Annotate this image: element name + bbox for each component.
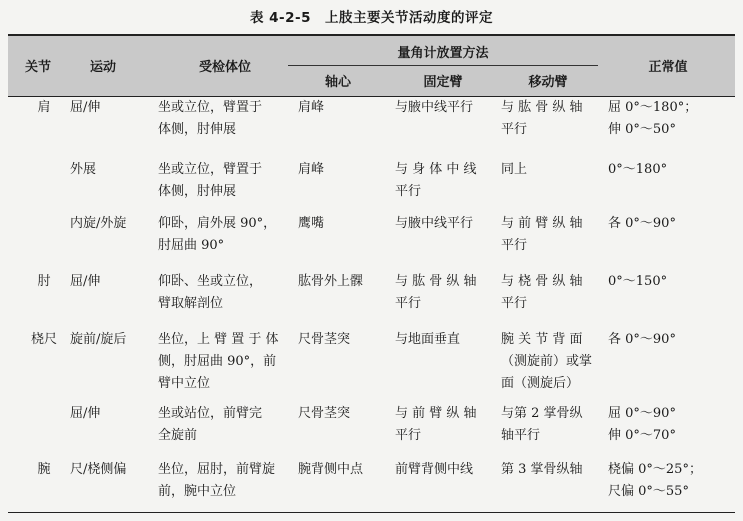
cell-line: 各 0°～90° (608, 332, 676, 347)
cell-line: 同上 (501, 162, 528, 177)
cell-line: 坐位，上 臂 置 于 体 (158, 332, 279, 347)
cell-line: 与第 2 掌骨纵 (501, 406, 583, 421)
cell-line: 尺偏 0°～55° (608, 484, 689, 499)
cell-moving-arm (501, 459, 605, 481)
cell-line: 0°～150° (608, 274, 668, 289)
cell-line: 体侧，肘伸展 (158, 184, 237, 199)
cell-motion (70, 213, 158, 235)
cell-normal (608, 459, 734, 503)
cell-position (158, 459, 298, 503)
header-fixed-arm: 固定臂 (423, 75, 463, 90)
cell-line: 前，腕中立位 (158, 484, 237, 499)
cell-line: 平行 (395, 296, 422, 311)
cell-line: 屈/伸 (70, 100, 101, 115)
cell-position (158, 159, 298, 203)
header-axis: 轴心 (324, 75, 351, 90)
cell-line: 坐或立位，臂置于 (158, 100, 263, 115)
cell-fixed-arm (395, 459, 503, 481)
cell-line: 旋前/旋后 (70, 332, 127, 347)
cell-moving-arm (501, 329, 605, 395)
header-divider (288, 65, 598, 66)
cell-line: 臂取解剖位 (158, 296, 224, 311)
cell-line: 平行 (501, 122, 528, 137)
cell-fixed-arm (395, 213, 503, 235)
cell-normal (608, 159, 734, 181)
cell-line: 与 肱 骨 纵 轴 (395, 274, 477, 289)
cell-line: 伸 0°～50° (608, 122, 676, 137)
cell-motion (70, 271, 158, 293)
table-header (8, 34, 735, 97)
cell-line: 坐位，屈肘，前臂旋 (158, 462, 276, 477)
header-joint: 关节 (24, 60, 51, 75)
cell-line: 仰卧、坐或立位， (158, 274, 263, 289)
cell-line: 平行 (501, 296, 528, 311)
cell-position (158, 403, 298, 447)
cell-line: 与 身 体 中 线 (395, 162, 477, 177)
cell-axis (298, 159, 390, 181)
cell-normal (608, 97, 734, 141)
cell-normal (608, 329, 734, 351)
cell-line: 桡偏 0°～25°； (608, 462, 702, 477)
cell-motion (70, 403, 158, 425)
cell-line: 与腋中线平行 (395, 216, 474, 231)
cell-line: 与腋中线平行 (395, 100, 474, 115)
cell-line: 坐或立位，臂置于 (158, 162, 263, 177)
cell-moving-arm (501, 159, 605, 181)
cell-joint (22, 97, 66, 119)
cell-line: 肱骨外上髁 (298, 274, 364, 289)
cell-line: 腕背侧中点 (298, 462, 364, 477)
cell-line: 与 桡 骨 纵 轴 (501, 274, 583, 289)
cell-line: 前臂背侧中线 (395, 462, 474, 477)
cell-position (158, 329, 298, 395)
cell-joint (22, 459, 66, 481)
cell-line: 臂中立位 (158, 376, 211, 391)
cell-line: 屈/伸 (70, 406, 101, 421)
cell-fixed-arm (395, 329, 503, 351)
cell-line: 平行 (501, 238, 528, 253)
cell-line: 体侧，肘伸展 (158, 122, 237, 137)
cell-line: 鹰嘴 (298, 216, 325, 231)
cell-line: 轴平行 (501, 428, 541, 443)
cell-axis (298, 97, 390, 119)
cell-line: 侧，肘屈曲 90°，前 (158, 354, 277, 369)
cell-line: 与 肱 骨 纵 轴 (501, 100, 583, 115)
cell-position (158, 97, 298, 141)
cell-fixed-arm (395, 97, 503, 119)
cell-fixed-arm (395, 403, 503, 447)
cell-axis (298, 213, 390, 235)
table-title: 表 4-2-5 上肢主要关节活动度的评定 (249, 10, 494, 26)
header-motion: 运动 (89, 60, 116, 75)
cell-line: 屈 0°～180°； (608, 100, 698, 115)
cell-line: 肩峰 (298, 162, 325, 177)
cell-line: 第 3 掌骨纵轴 (501, 462, 583, 477)
header-goniometer: 量角计放置方法 (397, 46, 489, 61)
cell-moving-arm (501, 403, 605, 447)
cell-motion (70, 459, 158, 481)
cell-axis (298, 329, 390, 351)
cell-line: 桡尺 (30, 332, 57, 347)
cell-line: （测旋前）或掌 (501, 354, 593, 369)
cell-moving-arm (501, 213, 605, 257)
cell-line: 肩峰 (298, 100, 325, 115)
cell-line: 与 前 臂 纵 轴 (395, 406, 477, 421)
cell-normal (608, 271, 734, 293)
cell-fixed-arm (395, 159, 503, 203)
cell-line: 尺/桡侧偏 (70, 462, 127, 477)
cell-line: 坐或站位，前臂完 (158, 406, 263, 421)
cell-line: 屈 0°～90° (608, 406, 676, 421)
cell-line: 外展 (70, 162, 97, 177)
cell-line: 平行 (395, 184, 422, 199)
cell-normal (608, 213, 734, 235)
cell-normal (608, 403, 734, 447)
cell-axis (298, 459, 390, 481)
cell-motion (70, 97, 158, 119)
cell-line: 面（测旋后） (501, 376, 580, 391)
cell-axis (298, 403, 390, 425)
cell-joint (22, 329, 66, 351)
cell-motion (70, 329, 158, 351)
cell-line: 仰卧，肩外展 90°， (158, 216, 277, 231)
header-position: 受检体位 (198, 60, 251, 75)
header-moving-arm: 移动臂 (528, 75, 568, 90)
cell-joint (22, 271, 66, 293)
cell-line: 与地面垂直 (395, 332, 461, 347)
cell-line: 伸 0°～70° (608, 428, 676, 443)
cell-moving-arm (501, 97, 605, 141)
table-bottom-rule (8, 512, 735, 513)
cell-line: 腕 (37, 462, 51, 477)
cell-line: 肩 (37, 100, 51, 115)
cell-line: 全旋前 (158, 428, 198, 443)
cell-position (158, 271, 298, 315)
cell-line: 肘屈曲 90° (158, 238, 225, 253)
cell-line: 内旋/外旋 (70, 216, 127, 231)
cell-line: 腕 关 节 背 面 (501, 332, 583, 347)
cell-axis (298, 271, 390, 293)
cell-line: 屈/伸 (70, 274, 101, 289)
cell-line: 尺骨茎突 (298, 332, 351, 347)
cell-line: 与 前 臂 纵 轴 (501, 216, 583, 231)
header-normal: 正常值 (648, 60, 688, 75)
cell-line: 平行 (395, 428, 422, 443)
cell-line: 肘 (37, 274, 51, 289)
cell-fixed-arm (395, 271, 503, 315)
cell-position (158, 213, 298, 257)
cell-line: 尺骨茎突 (298, 406, 351, 421)
cell-moving-arm (501, 271, 605, 315)
cell-motion (70, 159, 158, 181)
cell-line: 0°～180° (608, 162, 668, 177)
cell-line: 各 0°～90° (608, 216, 676, 231)
